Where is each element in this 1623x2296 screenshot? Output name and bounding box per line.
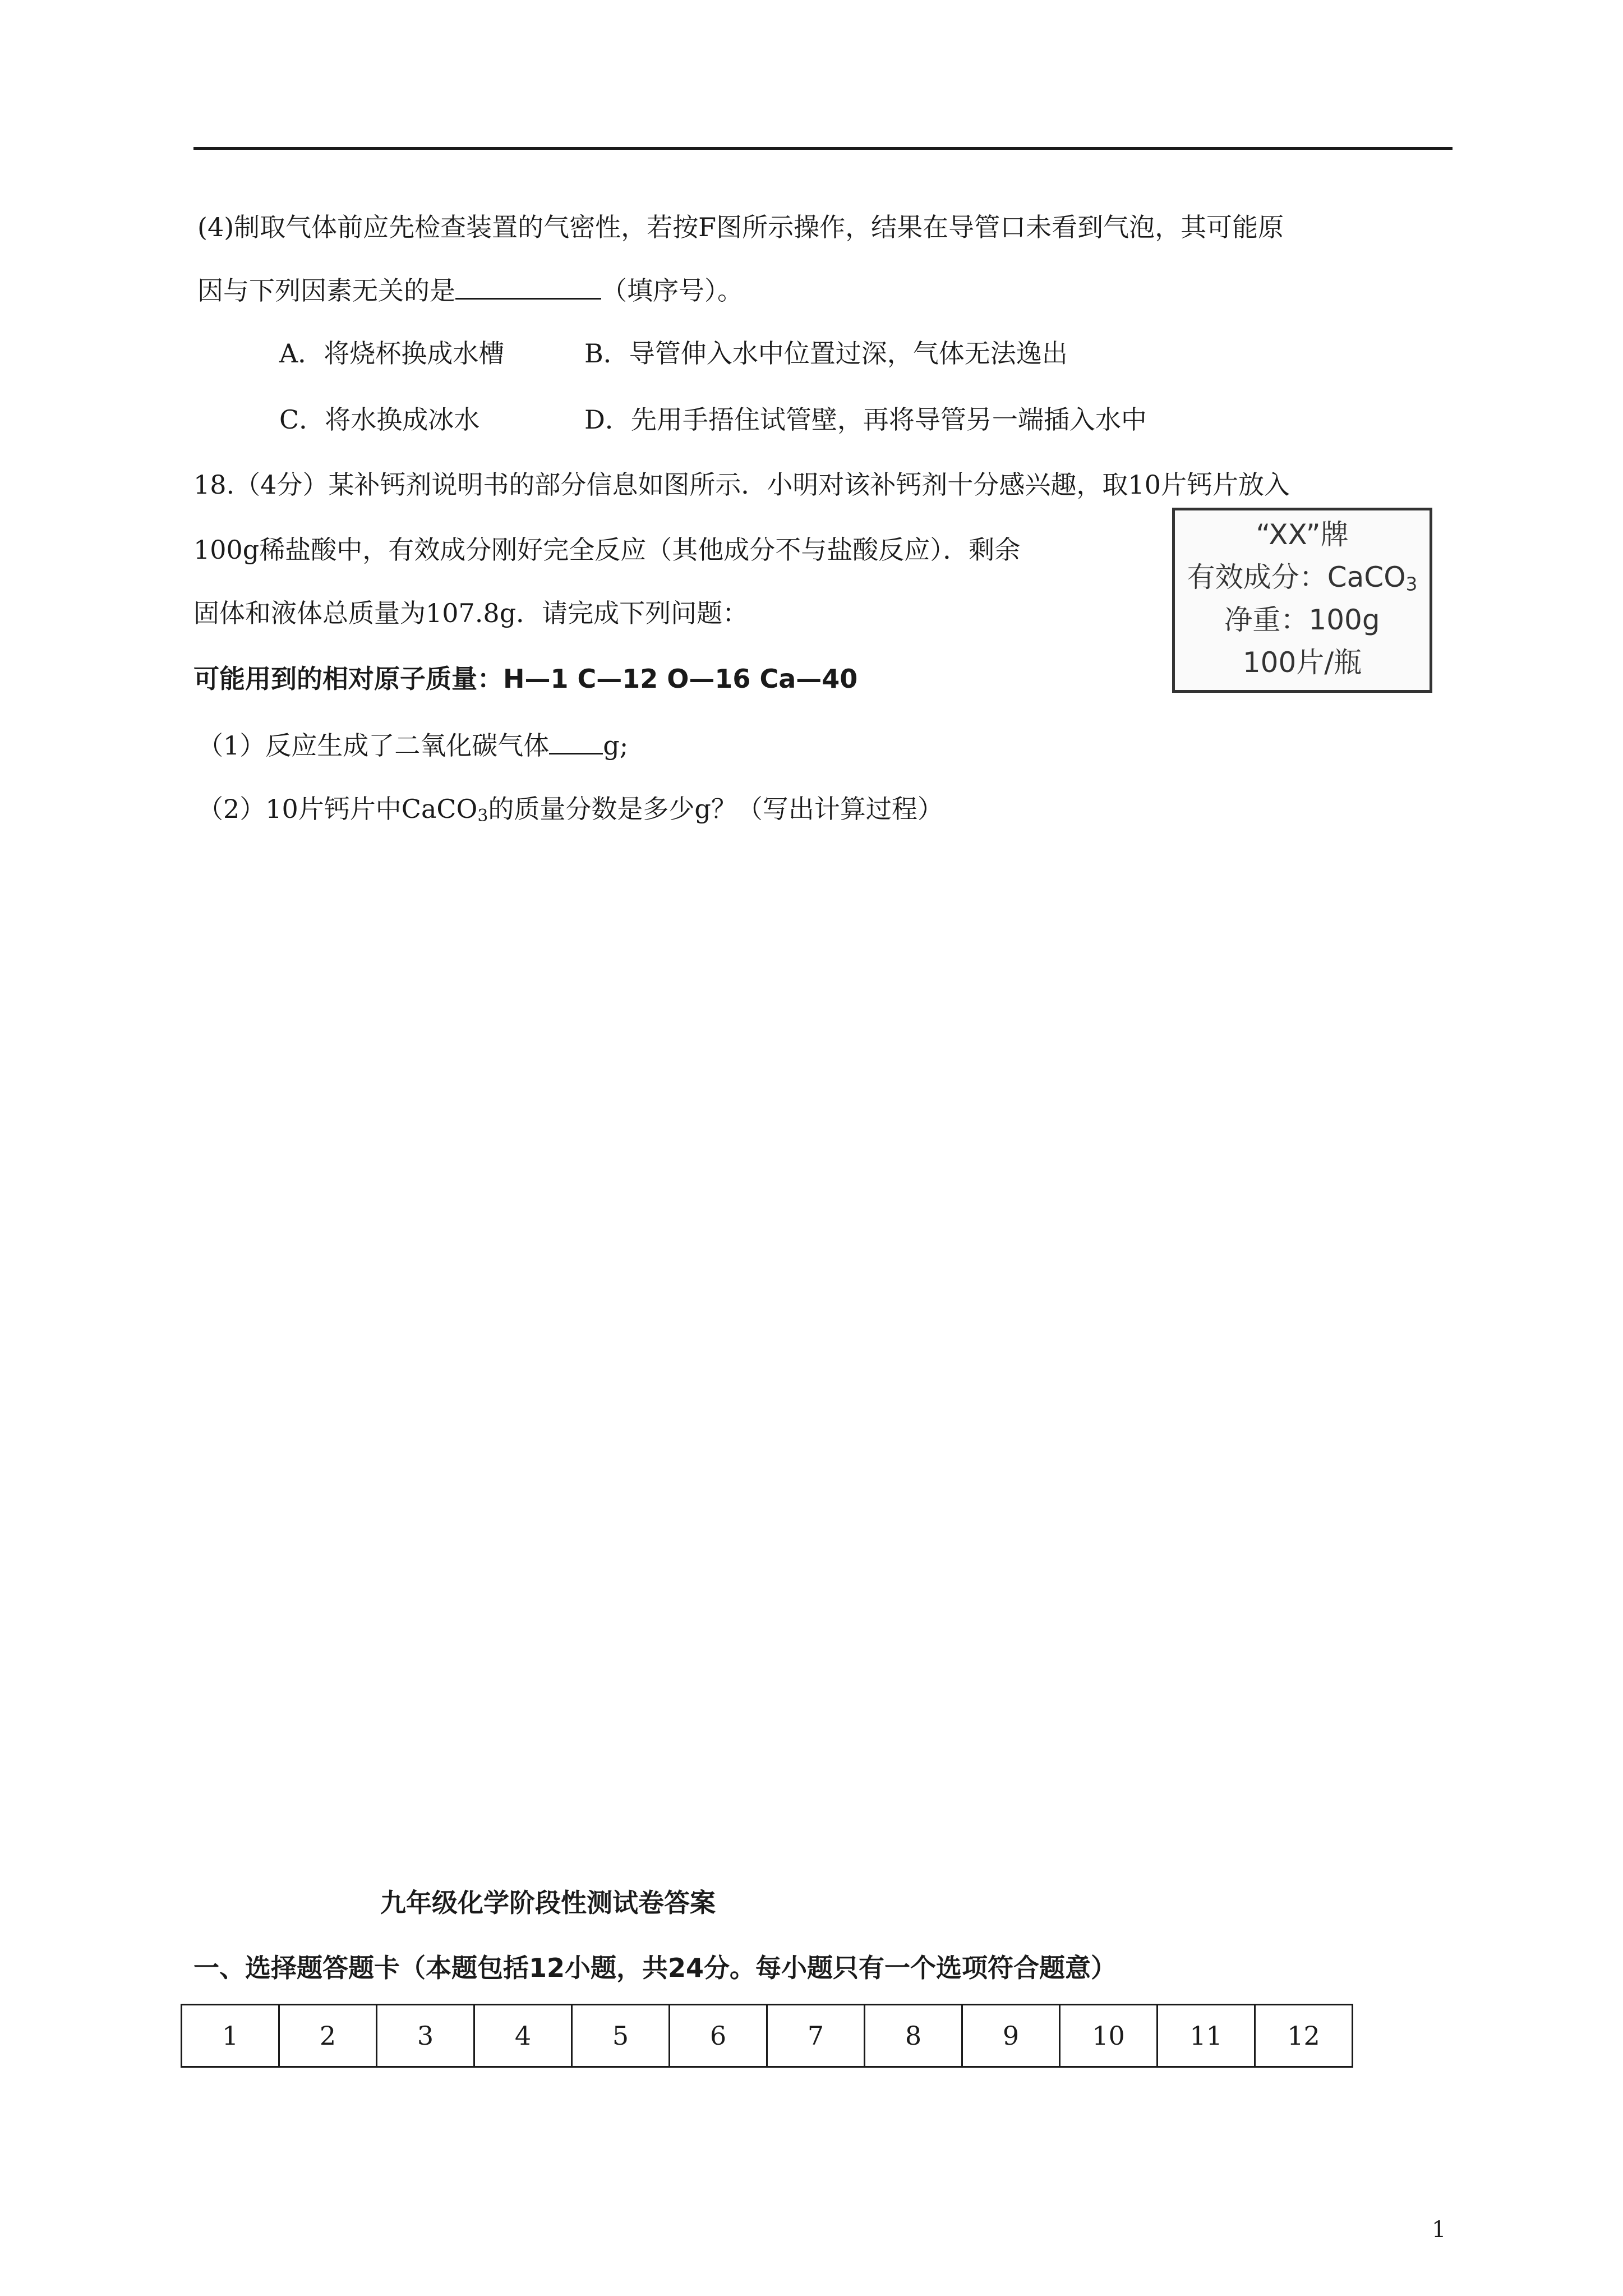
answer-cell[interactable]: 6 [670,2005,767,2067]
answer-cell[interactable]: 10 [1060,2005,1158,2067]
answer-cell[interactable]: 1 [182,2005,279,2067]
header-rule [193,147,1453,150]
q17-4-line1: (4)制取气体前应先检查装置的气密性，若按F图所示操作，结果在导管口未看到气泡，其可能原 [197,212,1284,242]
q18-line3: 固体和液体总质量为107.8g．请完成下列问题： [193,598,749,628]
answer-cell[interactable]: 12 [1255,2005,1353,2067]
q18-part2-text-b: 的质量分数是多少g？（写出计算过程） [488,794,943,824]
q18-part1-unit: g; [603,730,629,761]
product-label [1172,508,1432,693]
answer-cell[interactable]: 9 [962,2005,1060,2067]
page-number: 1 [1432,2217,1446,2243]
answer-blank[interactable] [549,728,603,754]
q17-4-hint: （填序号）。 [601,275,743,306]
answer-blank[interactable] [455,273,601,300]
option-b: B．导管伸入水中位置过深，气体无法逸出 [584,338,1068,369]
option-d: D．先用手捂住试管壁，再将导管另一端插入水中 [584,404,1147,435]
answer-cell[interactable]: 3 [377,2005,474,2067]
q17-4-prompt: 因与下列因素无关的是 [197,275,455,306]
q18-part1-text: （1）反应生成了二氧化碳气体 [197,730,550,761]
option-c: C．将水换成冰水 [279,404,480,435]
answer-title: 九年级化学阶段性测试卷答案 [380,1888,716,1918]
answer-cell[interactable]: 8 [865,2005,962,2067]
q18-part1 [197,728,628,762]
label-ingredient-text: 有效成分：CaCO [1187,561,1406,593]
q18-part2 [197,792,943,833]
label-ingredient [1175,558,1430,604]
table-row [182,2005,1353,2067]
q17-4-line2 [197,273,743,307]
option-a: A．将烧杯换成水槽 [279,338,505,369]
answer-cell[interactable]: 7 [767,2005,865,2067]
q18-line1: 18.（4分）某补钙剂说明书的部分信息如图所示．小明对该补钙剂十分感兴趣，取10片钙片放入 [193,470,1290,500]
label-ingredient-subscript: 3 [1405,573,1418,595]
section-heading: 一、选择题答题卡（本题包括12小题，共24分。每小题只有一个选项符合题意） [193,1953,1117,1983]
label-net-weight: 净重：100g [1224,604,1380,636]
answer-cell[interactable]: 5 [572,2005,670,2067]
answer-cell[interactable]: 2 [279,2005,377,2067]
answer-grid [181,2004,1353,2068]
label-count: 100片/瓶 [1242,646,1362,679]
answer-cell[interactable]: 11 [1158,2005,1255,2067]
label-brand: “XX”牌 [1256,518,1349,551]
atomic-masses: 可能用到的相对原子质量：H—1 C—12 O—16 Ca—40 [193,664,858,694]
q18-line2: 100g稀盐酸中，有效成分刚好完全反应（其他成分不与盐酸反应）．剩余 [193,535,1021,565]
q18-part2-subscript: 3 [477,806,488,826]
answer-cell[interactable]: 4 [474,2005,572,2067]
q18-part2-text-a: （2）10片钙片中CaCO [197,794,478,824]
